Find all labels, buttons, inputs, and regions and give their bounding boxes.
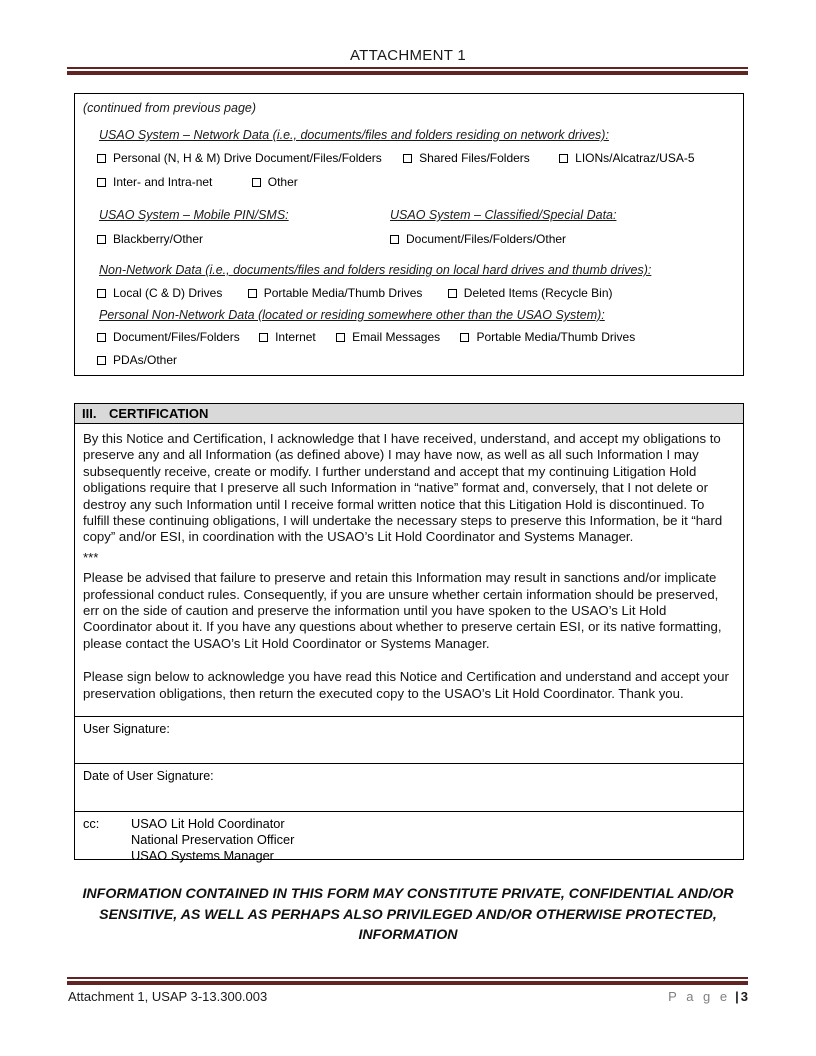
- checkbox-item-network-other[interactable]: [252, 175, 298, 189]
- non-network-heading: Non-Network Data (i.e., documents/files and folders residing on local hard drives and thumb drives):: [99, 263, 652, 277]
- checkbox-item-internet[interactable]: [259, 330, 316, 344]
- footer-rule: [67, 977, 748, 985]
- certification-paragraph-3: Please sign below to acknowledge you have read this Notice and Certification and understand and accept your preservation obligations, then return the executed copy to the USAO’s Lit Hold Coordinator. Thank you.: [83, 669, 729, 701]
- classified-column: [390, 208, 733, 246]
- cc-name: National Preservation Officer: [131, 831, 295, 847]
- network-data-heading: USAO System – Network Data (i.e., documents/files and folders residing on network drives):: [99, 128, 609, 142]
- page-title: ATTACHMENT 1: [349, 47, 467, 64]
- footer-document-id: Attachment 1, USAP 3-13.300.003: [68, 989, 268, 1004]
- checkbox-label: Document/Files/Folders: [113, 330, 240, 344]
- certification-divider-stars: ***: [83, 549, 99, 565]
- certification-paragraph-1: By this Notice and Certification, I acknowledge that I have received, understand, and accept my obligations to preserve any and all Information (as defined above) I may have now, as well as all such Information I may subsequently receive, create or modify. I further understand and accept that my continuing Litigation Hold obligations require that I preserve all such Information in “native” format and, conversely, that I not delete or destroy any such Information until I receive formal written notice that this Litigation Hold is discontinued. To fulfill these continuing obligations, I will undertake the necessary steps to preserve this Information, be it “hard copy” and/or ESI, in coordination with the USAO’s Lit Hold Coordinator and Systems Manager.: [83, 431, 723, 545]
- pnn-portable-media-checkbox[interactable]: [460, 333, 469, 342]
- checkbox-item-blackberry[interactable]: [97, 232, 203, 246]
- footer-page-word: P a g e: [668, 989, 731, 1004]
- internet-checkbox[interactable]: [259, 333, 268, 342]
- checkbox-label: Shared Files/Folders: [419, 151, 530, 165]
- continuation-box: [74, 93, 744, 376]
- checkbox-label: Deleted Items (Recycle Bin): [463, 286, 613, 300]
- shared-files-checkbox[interactable]: [403, 154, 412, 163]
- inter-intranet-checkbox[interactable]: [97, 178, 106, 187]
- email-messages-checkbox[interactable]: [336, 333, 345, 342]
- footer-page-number: 3: [740, 989, 748, 1004]
- personal-non-network-heading: Personal Non-Network Data (located or residing somewhere other than the USAO System):: [99, 308, 605, 322]
- checkbox-label: Other: [267, 175, 298, 189]
- lions-alcatraz-checkbox[interactable]: [559, 154, 568, 163]
- deleted-items-checkbox[interactable]: [448, 289, 457, 298]
- mobile-pin-heading: USAO System – Mobile PIN/SMS:: [99, 208, 289, 222]
- checkbox-item-lions-alcatraz[interactable]: [559, 151, 694, 165]
- certification-section-number: III.: [82, 406, 97, 421]
- blackberry-checkbox[interactable]: [97, 235, 106, 244]
- checkbox-label: Document/Files/Folders/Other: [406, 232, 567, 246]
- local-drives-checkbox[interactable]: [97, 289, 106, 298]
- checkbox-item-deleted-items[interactable]: [448, 286, 613, 300]
- pdas-other-checkbox[interactable]: [97, 356, 106, 365]
- checkbox-item-personal-drive[interactable]: [97, 151, 382, 165]
- footer-page-indicator: [668, 989, 748, 1004]
- network-row-2: [97, 175, 733, 189]
- checkbox-item-local-drives[interactable]: [97, 286, 222, 300]
- header-rule: [67, 67, 748, 75]
- continuation-note: (continued from previous page): [83, 101, 257, 115]
- cc-row: [75, 811, 743, 863]
- cc-name: USAO Lit Hold Coordinator: [131, 816, 285, 831]
- network-row-1: [97, 151, 733, 165]
- mobile-column: [83, 208, 390, 246]
- checkbox-item-inter-intranet[interactable]: [97, 175, 212, 189]
- personal-drive-checkbox[interactable]: [97, 154, 106, 163]
- personal-non-network-row-1: [97, 330, 733, 344]
- checkbox-item-email-messages[interactable]: [336, 330, 440, 344]
- classified-docs-checkbox[interactable]: [390, 235, 399, 244]
- portable-media-checkbox[interactable]: [248, 289, 257, 298]
- checkbox-label: Inter- and Intra-net: [113, 175, 213, 189]
- header-rule-thick: [67, 71, 748, 75]
- user-signature-field[interactable]: [75, 716, 743, 763]
- page-footer: [68, 989, 748, 1004]
- checkbox-label: Local (C & D) Drives: [113, 286, 223, 300]
- cc-name: USAO Systems Manager: [131, 847, 274, 863]
- pnn-documents-checkbox[interactable]: [97, 333, 106, 342]
- cc-label: cc:: [83, 816, 100, 831]
- footer-rule-thick: [67, 981, 748, 985]
- checkbox-item-shared-files[interactable]: [403, 151, 530, 165]
- user-signature-label: User Signature:: [83, 722, 170, 736]
- certification-paragraph-2: Please be advised that failure to preserve and retain this Information may result in sanctions and/or implicate professional conduct rules. Consequently, if you are unsure whether certain information should be preserved, err on the side of caution and preserve the information until you have spoken to the USAO’s Lit Hold Coordinator about it. If you have any questions about whether to preserve certain ESI, or its native formatting, please contact the USAO’s Lit Hold Coordinator or Systems Manager.: [83, 570, 722, 651]
- mobile-classified-columns: [83, 208, 733, 246]
- checkbox-label: Portable Media/Thumb Drives: [476, 330, 636, 344]
- confidentiality-notice: INFORMATION CONTAINED IN THIS FORM MAY CONSTITUTE PRIVATE, CONFIDENTIAL AND/OR SENSITIVE, AS WELL AS PERHAPS ALSO PRIVILEGED AND/OR OTHERWISE PROTECTED, INFORMATION: [82, 886, 734, 943]
- checkbox-label: LIONs/Alcatraz/USA-5: [575, 151, 695, 165]
- checkbox-label: Internet: [275, 330, 316, 344]
- network-other-checkbox[interactable]: [252, 178, 261, 187]
- checkbox-item-classified-docs[interactable]: [390, 232, 566, 246]
- checkbox-label: PDAs/Other: [113, 353, 178, 367]
- non-network-row: [97, 286, 733, 300]
- certification-header: [75, 404, 743, 424]
- classified-data-heading: USAO System – Classified/Special Data:: [390, 208, 617, 222]
- signature-date-label: Date of User Signature:: [83, 769, 214, 783]
- checkbox-item-pnn-portable-media[interactable]: [460, 330, 635, 344]
- signature-date-field[interactable]: [75, 763, 743, 811]
- checkbox-label: Blackberry/Other: [113, 232, 204, 246]
- checkbox-label: Portable Media/Thumb Drives: [263, 286, 423, 300]
- checkbox-label: Personal (N, H & M) Drive Document/Files/Folders: [113, 151, 382, 165]
- certification-body: [75, 424, 743, 716]
- checkbox-item-portable-media[interactable]: [248, 286, 423, 300]
- footer-page-separator: |: [735, 989, 739, 1004]
- personal-non-network-row-2: [97, 353, 733, 367]
- checkbox-label: Email Messages: [352, 330, 441, 344]
- checkbox-item-pdas-other[interactable]: [97, 353, 177, 367]
- certification-section-title: CERTIFICATION: [109, 406, 209, 421]
- checkbox-item-pnn-documents[interactable]: [97, 330, 240, 344]
- cc-names: [131, 816, 295, 863]
- certification-section: [74, 403, 744, 863]
